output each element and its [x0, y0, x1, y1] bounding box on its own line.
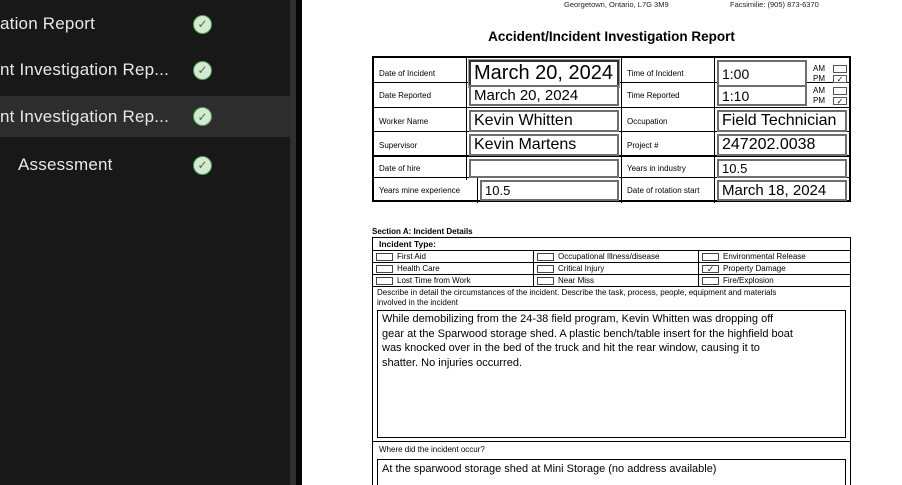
date-reported-field[interactable]: March 20, 2024 — [469, 85, 619, 106]
section-a-table — [372, 237, 851, 485]
check-circle-icon: ✓ — [193, 156, 212, 175]
time-of-incident-label: Time of Incident — [622, 58, 715, 89]
time-of-incident-field[interactable]: 1:00 — [717, 60, 807, 87]
incident-info-table — [372, 56, 851, 202]
time-reported-field[interactable]: 1:10 — [717, 85, 807, 106]
checkbox-row — [373, 263, 850, 275]
health-care-label: Health Care — [397, 264, 440, 273]
document-page — [302, 0, 902, 485]
sidebar-item-label: ation Report — [0, 14, 96, 33]
lost-time-label: Lost Time from Work — [397, 276, 471, 285]
incident-description-textarea[interactable] — [377, 310, 846, 438]
letterhead-address: Georgetown, Ontario, L7G 3M9 — [564, 0, 669, 9]
near-miss-label: Near Miss — [558, 276, 595, 285]
checkbox-row — [373, 251, 850, 263]
occupation-label: Occupation — [622, 108, 715, 134]
pm-label: PM — [813, 73, 825, 83]
description-line: shatter. No injuries occurred. — [382, 356, 523, 369]
pm-label: PM — [813, 95, 825, 105]
first-aid-label: First Aid — [397, 252, 426, 261]
project-number-field[interactable]: 247202.0038 — [717, 134, 847, 156]
sidebar-item-label: Assessment — [18, 155, 113, 174]
check-circle-icon: ✓ — [193, 107, 212, 126]
am-checkbox[interactable] — [833, 65, 847, 73]
health-care-checkbox[interactable] — [376, 265, 393, 273]
supervisor-label: Supervisor — [374, 132, 467, 158]
pm-checkbox[interactable]: ✓ — [833, 97, 847, 105]
am-label: AM — [813, 85, 825, 95]
description-line: While demobilizing from the 24-38 field program, Kevin Whitten was dropping off — [382, 313, 774, 325]
years-mine-experience-field[interactable]: 10.5 — [480, 180, 619, 201]
page-title: Accident/Incident Investigation Report — [488, 29, 735, 44]
letterhead-line — [302, 0, 902, 10]
table-row — [374, 108, 849, 132]
sidebar-item-assessment[interactable] — [0, 149, 290, 181]
date-reported-label: Date Reported — [374, 83, 467, 108]
incident-type-header: Incident Type: — [373, 238, 850, 251]
occupational-illness-checkbox[interactable] — [537, 253, 554, 261]
occupational-illness-label: Occupational Illness/disease — [558, 252, 660, 261]
date-of-hire-field[interactable] — [469, 159, 619, 178]
worker-name-field[interactable]: Kevin Whitten — [469, 110, 619, 132]
date-rotation-start-label: Date of rotation start — [622, 178, 715, 203]
time-reported-label: Time Reported — [622, 83, 715, 108]
sidebar-item-label: nt Investigation Rep... — [0, 106, 170, 126]
table-row — [374, 157, 849, 178]
date-of-incident-field[interactable]: March 20, 2024 — [469, 60, 619, 87]
check-circle-icon: ✓ — [193, 15, 212, 34]
occupation-field[interactable]: Field Technician — [717, 110, 847, 132]
property-damage-checkbox[interactable]: ✓ — [702, 265, 719, 273]
date-of-hire-label: Date of hire — [374, 157, 467, 180]
am-checkbox[interactable] — [833, 87, 847, 95]
description-cell — [373, 308, 850, 441]
sidebar-item-report-3-selected[interactable] — [0, 96, 290, 137]
letterhead-fax: Facsimilie: (905) 873-6370 — [730, 0, 819, 9]
where-incident-field[interactable]: At the sparwood storage shed at Mini Storage (no address available) — [377, 459, 846, 485]
sidebar-item-report-2[interactable] — [0, 54, 290, 86]
table-row — [374, 58, 849, 83]
property-damage-label: Property Damage — [723, 264, 786, 273]
section-a-heading: Section A: Incident Details — [372, 227, 473, 236]
project-number-label: Project # — [622, 132, 715, 158]
description-line: was knocked over in the bed of the truck and hit the rear window, causing it to — [382, 342, 760, 355]
environmental-release-label: Environmental Release — [723, 252, 806, 261]
fire-explosion-label: Fire/Explosion — [723, 276, 774, 285]
where-incident-label: Where did the incident occur? — [373, 441, 850, 457]
table-row — [374, 132, 849, 157]
describe-prompt-line: Describe in detail the circumstances of the incident. Describe the task, process, people, equipment and materials — [377, 288, 777, 297]
years-in-industry-field[interactable]: 10.5 — [717, 159, 847, 178]
describe-prompt-line: involved in the incident — [377, 298, 458, 307]
supervisor-field[interactable]: Kevin Martens — [469, 134, 619, 156]
critical-injury-checkbox[interactable] — [537, 265, 554, 273]
pm-checkbox[interactable]: ✓ — [833, 75, 847, 83]
am-label: AM — [813, 63, 825, 73]
date-rotation-start-field[interactable]: March 18, 2024 — [717, 180, 847, 201]
check-circle-icon: ✓ — [193, 61, 212, 80]
years-in-industry-label: Years in industry — [622, 157, 715, 180]
date-of-incident-label: Date of Incident — [374, 58, 467, 89]
worker-name-label: Worker Name — [374, 108, 467, 134]
describe-prompt — [373, 287, 850, 308]
sidebar-item-report-1[interactable] — [0, 8, 290, 40]
first-aid-checkbox[interactable] — [376, 253, 393, 261]
document-list-sidebar — [0, 0, 290, 485]
description-line: gear at the Sparwood storage shed. A plastic bench/table insert for the highfield boat — [382, 327, 793, 340]
sidebar-item-label: nt Investigation Rep... — [0, 60, 170, 79]
environmental-release-checkbox[interactable] — [702, 253, 719, 261]
near-miss-checkbox[interactable] — [537, 277, 554, 285]
where-answer-cell — [373, 457, 850, 485]
fire-explosion-checkbox[interactable] — [702, 277, 719, 285]
table-row — [374, 178, 849, 200]
checkbox-row — [373, 275, 850, 287]
lost-time-checkbox[interactable] — [376, 277, 393, 285]
am-pm-group — [809, 83, 849, 108]
years-mine-experience-label: Years mine experience — [374, 178, 478, 203]
table-row — [374, 83, 849, 108]
critical-injury-label: Critical Injury — [558, 264, 605, 273]
